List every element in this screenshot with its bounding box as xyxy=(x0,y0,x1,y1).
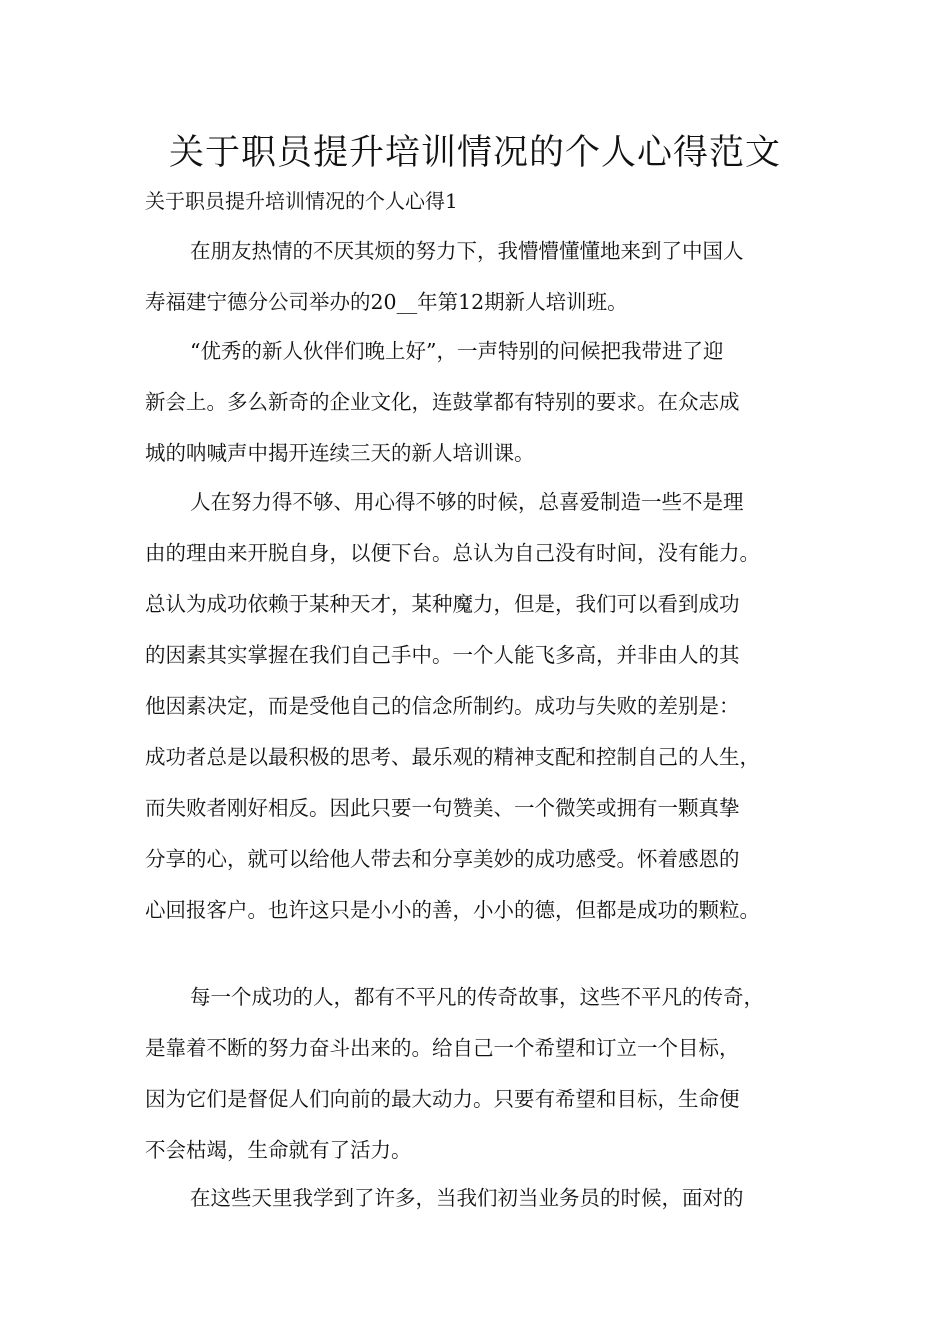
text-line: 因为它们是督促人们向前的最大动力。只要有希望和目标，生命便 xyxy=(145,1087,740,1111)
text-line: 城的呐喊声中揭开连续三天的新人培训课。 xyxy=(145,441,535,465)
document-title: 关于职员提升培训情况的个人心得范文 xyxy=(168,133,781,173)
text-line: 在这些天里我学到了许多，当我们初当业务员的时候，面对的 xyxy=(190,1186,744,1210)
text-line: 心回报客户。也许这只是小小的善，小小的德，但都是成功的颗粒。 xyxy=(145,898,760,922)
text-line: 不会枯竭，生命就有了活力。 xyxy=(145,1138,412,1162)
text-line: 人在努力得不够、用心得不够的时候，总喜爱制造一些不是理 xyxy=(190,490,744,514)
text-line: 每一个成功的人，都有不平凡的传奇故事，这些不平凡的传奇， xyxy=(190,985,764,1009)
text-line: 是靠着不断的努力奋斗出来的。给自己一个希望和订立一个目标， xyxy=(145,1036,740,1060)
paragraph-4 xyxy=(145,972,764,1176)
text-line: “优秀的新人伙伴们晚上好”，一声特别的问候把我带进了迎 xyxy=(190,339,724,363)
paragraph-3 xyxy=(145,477,760,936)
text-line: 总认为成功依赖于某种天才，某种魔力，但是，我们可以看到成功 xyxy=(145,592,740,616)
paragraph-5 xyxy=(145,1173,744,1224)
text-line: 寿福建宁德分公司举办的20__年第12期新人培训班。 xyxy=(145,290,628,314)
text-line: 的因素其实掌握在我们自己手中。一个人能飞多高，并非由人的其 xyxy=(145,643,740,667)
paragraph-2 xyxy=(145,326,740,479)
text-line: 分享的心，就可以给他人带去和分享美妙的成功感受。怀着感恩的 xyxy=(145,847,740,871)
document-subtitle: 关于职员提升培训情况的个人心得1 xyxy=(145,189,458,213)
paragraph-1 xyxy=(145,226,744,328)
text-line: 新会上。多么新奇的企业文化，连鼓掌都有特别的要求。在众志成 xyxy=(145,390,740,414)
text-line: 由的理由来开脱自身，以便下台。总认为自己没有时间，没有能力。 xyxy=(145,541,760,565)
text-line: 在朋友热情的不厌其烦的努力下，我懵懵懂懂地来到了中国人 xyxy=(190,239,744,263)
text-line: 他因素决定，而是受他自己的信念所制约。成功与失败的差别是： xyxy=(145,694,740,718)
text-line: 成功者总是以最积极的思考、最乐观的精神支配和控制自己的人生， xyxy=(145,745,760,769)
text-line: 而失败者刚好相反。因此只要一句赞美、一个微笑或拥有一颗真挚 xyxy=(145,796,740,820)
